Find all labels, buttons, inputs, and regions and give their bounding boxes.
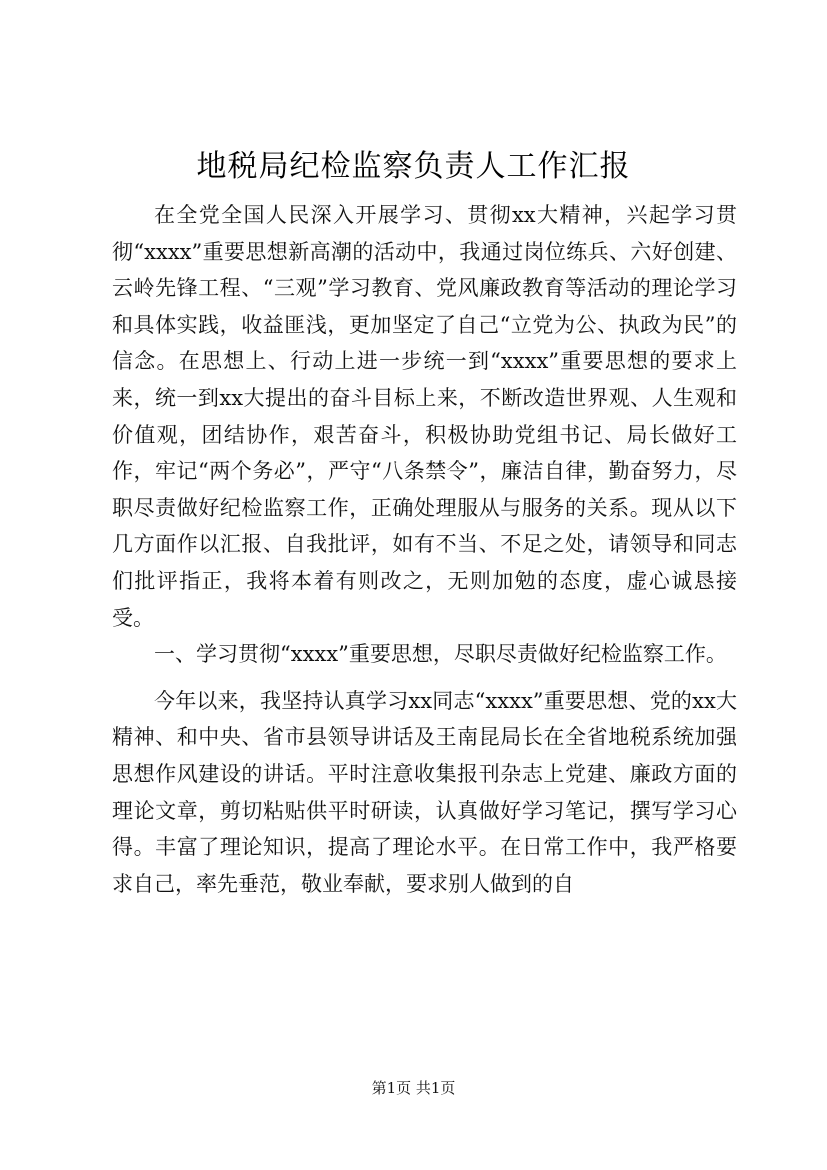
paragraph-study-report: 今年以来，我坚持认真学习xx同志“xxxx”重要思想、党的xx大精神、和中央、省市县领导讲话及王南昆局长在全省地税系统加强思想作风建设的讲话。平时注意收集报刊杂志上党建、廉政方面的理论文章，剪切粘贴供平时研读，认真做好学习笔记，撰写学习心得。丰富了理论知识，提高了理论水平。在日常工作中，我严格要求自己，率先垂范，敬业奉献，要求别人做到的自 (112, 688, 737, 896)
paragraph-intro: 在全党全国人民深入开展学习、贯彻xx大精神，兴起学习贯彻“xxxx”重要思想新高潮的活动中，我通过岗位练兵、六好创建、云岭先锋工程、“三观”学习教育、党风廉政教育等活动的理论学习和具体实践，收益匪浅，更加坚定了自己“立党为公、执政为民”的信念。在思想上、行动上进一步统一到“xxxx”重要思想的要求上来，统一到xx大提出的奋斗目标上来，不断改造世界观、人生观和价值观，团结协作，艰苦奋斗，积极协助党组书记、局长做好工作，牢记“两个务必”，严守“八条禁令”，廉洁自律，勤奋努力，尽职尽责做好纪检监察工作，正确处理服从与服务的关系。现从以下几方面作以汇报、自我批评，如有不当、不足之处，请领导和同志们批评指正，我将本着有则改之，无则加勉的态度，虚心诚恳接受。 (112, 203, 737, 630)
page-number-footer: 第1页 共1页 (371, 1079, 456, 1097)
document-body (112, 197, 737, 902)
paragraph-section-heading: 一、学习贯彻“xxxx”重要思想，尽职尽责做好纪检监察工作。 (154, 642, 727, 667)
document-title: 地税局纪检监察负责人工作汇报 (196, 149, 631, 184)
